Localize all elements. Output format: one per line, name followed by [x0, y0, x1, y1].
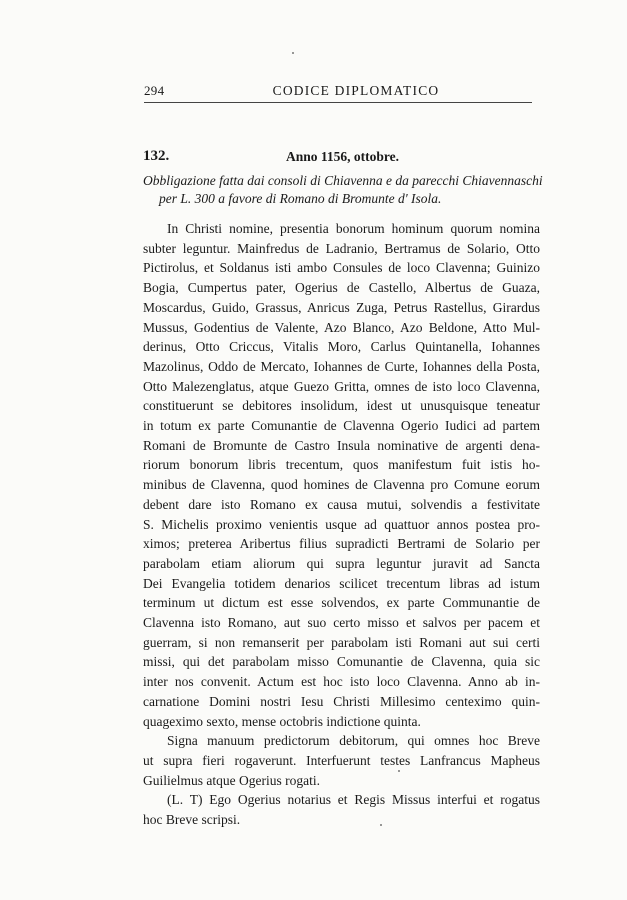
text-line: inter nos convenit. Actum est hoc isto loco Clavenna. Anno ab in- [143, 674, 540, 690]
document-number: 132. [143, 148, 170, 164]
text-line: Moscardus, Guido, Grassus, Anricus Zuga, Petrus Rastellus, Girardus [143, 299, 540, 315]
text-line: Guilielmus atque Ogerius rogati. [143, 772, 320, 788]
text-line: Pictirolus, et Soldanus isti ambo Consules de loco Clavenna; Guinizo [143, 260, 540, 276]
text-line: terminum ut dictum est esse solvendos, ex parte Communantie de [143, 595, 540, 611]
running-title: CODICE DIPLOMATICO [272, 83, 440, 98]
text-line: missi, qui det parabolam misso Comunantie de Clavenna, quia sic [143, 654, 540, 670]
text-line: riorum bonorum libris trecentum, quos manifestum fuit istis ho- [143, 457, 540, 473]
text-line: Mussus, Godentius de Valente, Azo Blanco, Azo Beldone, Atto Mul- [143, 319, 540, 335]
text-line: Mazolinus, Oddo de Mercato, Iohannes de Curte, Iohannes della Posta, [143, 358, 540, 374]
text-line: ut supra fieri rogaverunt. Interfuerunt testes Lanfrancus Mapheus [143, 752, 540, 768]
text-line: Clavenna isto Romano, aut suo certo misso et salvos per pacem et [143, 615, 540, 631]
page-header [144, 80, 532, 103]
scan-speck [398, 770, 400, 772]
summary-line: Obbligazione fatta dai consoli di Chiavenna e da parecchi Chiavennaschi [143, 173, 543, 188]
text-line: S. Michelis proximo venientis usque ad quattuor annos postea pro- [143, 516, 540, 532]
scan-speck [380, 824, 382, 826]
text-line: Otto Malezenglatus, atque Guezo Gritta, omnes de isto loco Clavenna, [143, 378, 540, 394]
text-line: Dei Evangelia totidem denarios scilicet trecentum libras ad istum [143, 575, 540, 591]
body-text [143, 219, 540, 830]
text-line: constituerunt se debitores insolidum, idest ut unusquisque teneatur [143, 398, 540, 414]
scan-speck [292, 52, 294, 54]
text-line: carnatione Domini nostri Iesu Christi Millesimo centeximo quin- [143, 693, 540, 709]
document-summary [143, 172, 543, 208]
text-line: hoc Breve scripsi. [143, 812, 241, 828]
text-line: debent dare isto Romano ex causa mutui, solvendis a festivitate [143, 496, 540, 512]
document-date: Anno 1156, ottobre. [286, 149, 400, 164]
text-line: parabolam etiam aliorum qui supra leguntur juravit ad Sancta [143, 555, 540, 571]
summary-line: per L. 300 a favore di Romano di Bromunte d' Isola. [159, 191, 442, 206]
text-line: Bogia, Cumpertus pater, Ogerius de Castello, Albertus de Guaza, [143, 280, 540, 296]
text-line: minibus de Clavenna, quod homines de Clavenna pro Comune eorum [143, 477, 540, 493]
text-line: subter leguntur. Mainfredus de Ladranio, Bertramus de Solario, Otto [143, 240, 540, 256]
page-number: 294 [144, 83, 165, 98]
text-line: Romani de Bromunte de Castro Insula nominative de argenti dena- [143, 437, 540, 453]
text-line: guerram, si non remanserit per parabolam isti Romani aut sui certi [143, 634, 540, 650]
text-line: In Christi nomine, presentia bonorum hominum quorum nomina [167, 221, 540, 236]
text-line: quageximo sexto, mense octobris indictione quinta. [143, 713, 421, 729]
text-line: derinus, Otto Criccus, Vitalis Moro, Carlus Quintanella, Iohannes [143, 339, 540, 355]
text-line: in totum ex parte Comunantie de Clavenna Ogerio Iudici ad partem [143, 418, 540, 434]
text-line: ximos; preterea Aribertus filius supradicti Bertrami de Solario per [143, 536, 540, 552]
text-line: (L. T) Ego Ogerius notarius et Regis Missus interfui et rogatus [167, 792, 540, 808]
text-line: Signa manuum predictorum debitorum, qui omnes hoc Breve [167, 733, 540, 749]
